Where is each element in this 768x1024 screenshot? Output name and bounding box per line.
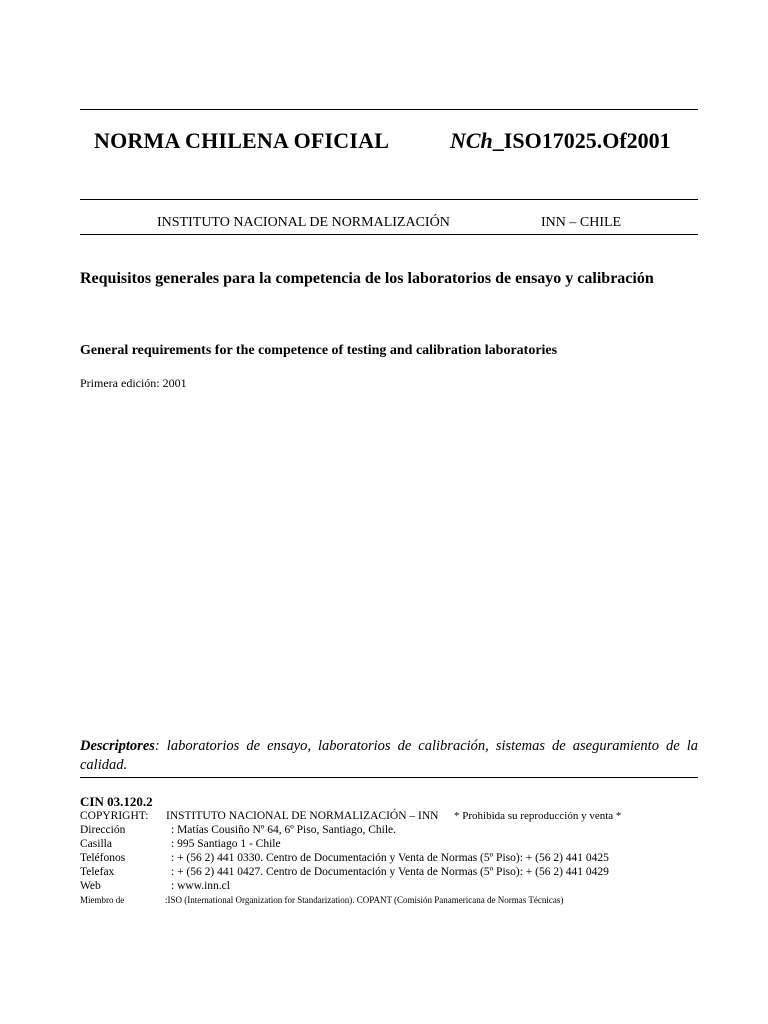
standard-code xyxy=(450,128,671,154)
institute-name: INSTITUTO NACIONAL DE NORMALIZACIÓN xyxy=(157,215,450,230)
info-value: : + (56 2) 441 0330. Centro de Documentación y Venta de Normas (5º Piso): + (56 2) 441 0425 xyxy=(171,852,609,864)
header-rule-upper xyxy=(80,199,698,200)
info-value: : www.inn.cl xyxy=(171,880,230,892)
info-label: COPYRIGHT: xyxy=(80,810,149,822)
code-rest: _ISO17025.Of2001 xyxy=(492,128,671,153)
info-value: : 995 Santiago 1 - Chile xyxy=(171,838,281,850)
title-spanish: Requisitos generales para la competencia de los laboratorios de ensayo y calibración xyxy=(80,270,654,287)
descriptors xyxy=(80,737,698,775)
info-value: :ISO (International Organization for Standarization). COPANT (Comisión Panamericana de Normas Técnicas) xyxy=(165,895,564,905)
info-label: Miembro de xyxy=(80,895,125,905)
title-english: General requirements for the competence of testing and calibration laboratories xyxy=(80,343,558,358)
prohibition-note: * Prohibida su reproducción y venta * xyxy=(454,810,622,822)
descriptors-label: Descriptores xyxy=(80,738,155,754)
info-value: : Matías Cousiño Nº 64, 6º Piso, Santiago, Chile. xyxy=(171,824,396,836)
info-label: Telefax xyxy=(80,866,115,878)
info-value: : + (56 2) 441 0427. Centro de Documentación y Venta de Normas (5º Piso): + (56 2) 441 0429 xyxy=(171,866,609,878)
inn-country: INN – CHILE xyxy=(541,215,622,230)
main-title: NORMA CHILENA OFICIAL xyxy=(94,128,390,153)
info-label: Web xyxy=(80,880,101,892)
info-label: Teléfonos xyxy=(80,852,126,864)
descriptors-text: : laboratorios de ensayo, laboratorios de calibración, sistemas de aseguramiento de la calidad. xyxy=(80,738,698,773)
code-prefix: NCh xyxy=(450,128,493,153)
top-rule xyxy=(80,109,698,110)
info-value: INSTITUTO NACIONAL DE NORMALIZACIÓN – INN xyxy=(166,810,439,822)
info-label: Dirección xyxy=(80,824,126,836)
info-label: Casilla xyxy=(80,838,112,850)
footer-rule xyxy=(80,777,698,778)
cin-code: CIN 03.120.2 xyxy=(80,794,153,809)
edition-text: Primera edición: 2001 xyxy=(80,376,187,390)
header-rule-lower xyxy=(80,234,698,235)
